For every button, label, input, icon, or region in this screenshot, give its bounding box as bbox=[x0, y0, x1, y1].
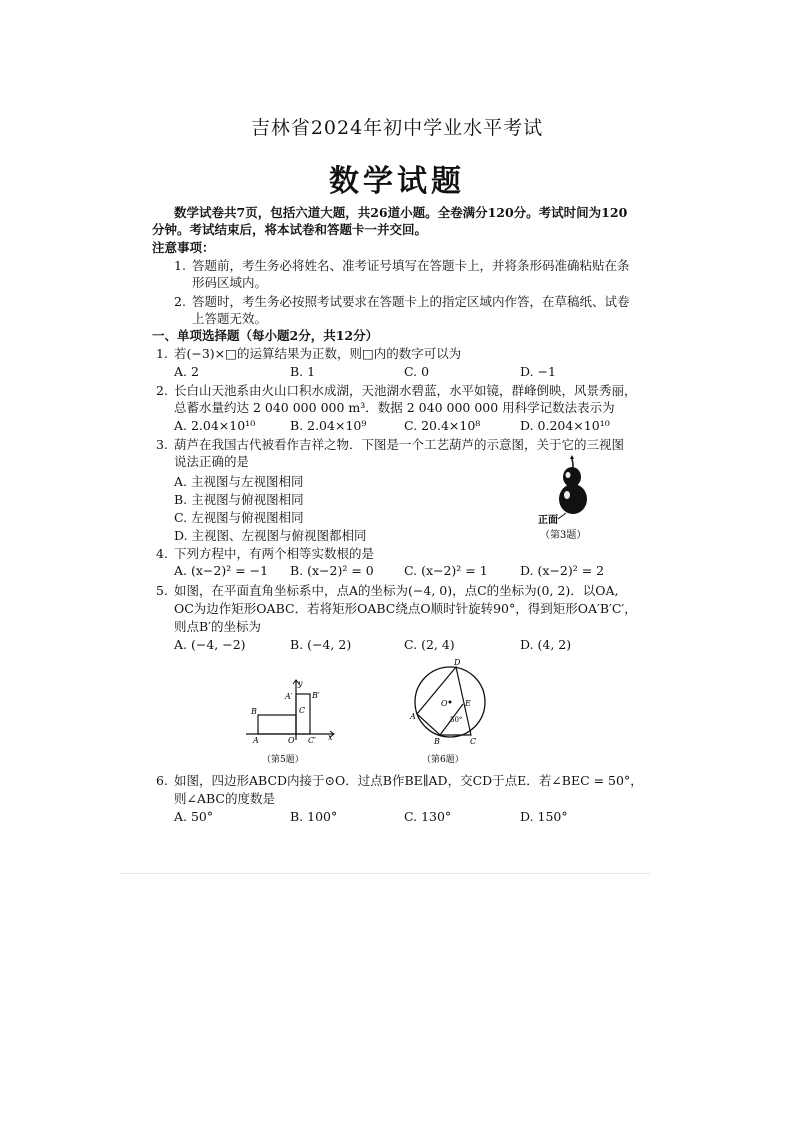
note-number: 2. bbox=[174, 294, 186, 309]
point-a-label: A bbox=[410, 712, 416, 721]
q2-option-a: A. 2.04×10¹⁰ bbox=[174, 418, 256, 433]
question-2-line-1: 长白山天池系由火山口积水成湖，天池湖水碧蓝，水平如镜，群峰倒映，风景秀丽， bbox=[174, 383, 637, 398]
center-o-label: O bbox=[441, 699, 448, 708]
q2-option-b: B. 2.04×10⁹ bbox=[290, 418, 367, 433]
q5-option-b: B. (−4, 2) bbox=[290, 637, 352, 652]
q2-option-c: C. 20.4×10⁸ bbox=[404, 418, 481, 433]
q6-option-d: D. 150° bbox=[520, 809, 568, 824]
question-3-line-2: 说法正确的是 bbox=[174, 454, 250, 469]
q2-option-d: D. 0.204×10¹⁰ bbox=[520, 418, 610, 433]
question-1-text: 若(−3)×□的运算结果为正数，则□内的数字可以为 bbox=[174, 346, 462, 361]
q5-option-a: A. (−4, −2) bbox=[174, 637, 246, 652]
question-number: 3. bbox=[156, 437, 168, 452]
question-number: 6. bbox=[156, 773, 168, 788]
origin-label: O bbox=[288, 736, 295, 745]
x-axis-label: x bbox=[328, 733, 333, 742]
point-c-prime-label: C′ bbox=[308, 736, 316, 745]
q5-option-d: D. (4, 2) bbox=[520, 637, 572, 652]
question-6-line-2: 则∠ABC的度数是 bbox=[174, 791, 275, 806]
subject-title: 数学试题 bbox=[329, 164, 465, 199]
y-axis-label: y bbox=[298, 679, 303, 688]
q5-option-c: C. (2, 4) bbox=[404, 637, 455, 652]
section-heading: 一、单项选择题（每小题2分，共12分） bbox=[152, 328, 379, 343]
q3-option-c: C. 左视图与俯视图相同 bbox=[174, 510, 304, 525]
rectangle-oabc bbox=[258, 715, 296, 734]
q1-option-b: B. 1 bbox=[290, 364, 316, 379]
q4-option-a: A. (x−2)² = −1 bbox=[174, 563, 269, 578]
point-a-label: A bbox=[253, 736, 259, 745]
question-3-line-1: 葫芦在我国古代被看作吉祥之物．下图是一个工艺葫芦的示意图，关于它的三视图 bbox=[174, 437, 625, 452]
q3-figure-caption: （第3题） bbox=[540, 530, 587, 541]
inscribed-quadrilateral-figure bbox=[408, 656, 492, 768]
question-6-line-1: 如图，四边形ABCD内接于⊙O．过点B作BE∥AD，交CD于点E．若∠BEC = 50°， bbox=[174, 773, 643, 788]
notes-header: 注意事项： bbox=[152, 240, 215, 255]
q6-option-b: B. 100° bbox=[290, 809, 338, 824]
intro-line-1: 数学试卷共7页，包括六道大题，共26道小题。全卷满分120分。考试时间为120 bbox=[174, 205, 628, 220]
note-1-line-2: 形码区域内。 bbox=[192, 275, 268, 290]
question-5-line-1: 如图，在平面直角坐标系中，点A的坐标为(−4, 0)，点C的坐标为(0, 2)．以OA, bbox=[174, 583, 619, 598]
note-2-line-1: 答题时，考生务必按照考试要求在答题卡上的指定区域内作答，在草稿纸、试卷 bbox=[192, 294, 630, 309]
q6-option-c: C. 130° bbox=[404, 809, 452, 824]
q5-figure-caption: （第5题） bbox=[262, 755, 304, 765]
point-c-label: C bbox=[299, 706, 306, 715]
gourd-highlight bbox=[566, 472, 571, 478]
q6-option-a: A. 50° bbox=[174, 809, 214, 824]
question-2-line-2: 总蓄水量约达 2 040 000 000 m³．数据 2 040 000 000 用科学记数法表示为 bbox=[174, 400, 615, 415]
q4-option-d: D. (x−2)² = 2 bbox=[520, 563, 605, 578]
q3-option-d: D. 主视图、左视图与俯视图都相同 bbox=[174, 528, 367, 543]
note-1-line-1: 答题前，考生务必将姓名、准考证号填写在答题卡上，并将条形码准确粘贴在条 bbox=[192, 258, 630, 273]
front-arrow bbox=[558, 513, 566, 519]
point-a-prime-label: A′ bbox=[285, 692, 293, 701]
question-number: 1. bbox=[156, 346, 168, 361]
gourd-figure bbox=[528, 455, 608, 541]
front-label: 正面 bbox=[538, 515, 558, 526]
q1-option-d: D. −1 bbox=[520, 364, 556, 379]
q1-option-c: C. 0 bbox=[404, 364, 430, 379]
q4-option-b: B. (x−2)² = 0 bbox=[290, 563, 374, 578]
question-5-line-3: 则点B′的坐标为 bbox=[174, 619, 262, 634]
point-e-label: E bbox=[465, 699, 471, 708]
point-b-label: B bbox=[251, 707, 257, 716]
q3-option-b: B. 主视图与俯视图相同 bbox=[174, 492, 304, 507]
point-b-label: B bbox=[434, 737, 440, 746]
q6-figure-caption: （第6题） bbox=[422, 755, 464, 765]
point-b-prime-label: B′ bbox=[312, 691, 320, 700]
rectangle-rotation-figure bbox=[242, 676, 342, 768]
note-2-line-2: 上答题无效。 bbox=[192, 311, 268, 326]
center-point bbox=[449, 701, 452, 704]
gourd-top-bulb bbox=[563, 467, 581, 487]
question-number: 2. bbox=[156, 383, 168, 398]
question-number: 4. bbox=[156, 546, 168, 561]
point-d-label: D bbox=[454, 658, 461, 667]
q4-option-c: C. (x−2)² = 1 bbox=[404, 563, 488, 578]
exam-title: 吉林省2024年初中学业水平考试 bbox=[250, 117, 544, 139]
note-number: 1. bbox=[174, 258, 186, 273]
angle-label: 50° bbox=[450, 716, 463, 724]
q1-option-a: A. 2 bbox=[174, 364, 199, 379]
question-number: 5. bbox=[156, 583, 168, 598]
gourd-bottom-bulb bbox=[559, 484, 587, 514]
question-5-line-2: OC为边作矩形OABC．若将矩形OABC绕点O顺时针旋转90°，得到矩形OA′B′C′， bbox=[174, 601, 637, 616]
page-divider bbox=[120, 873, 650, 874]
question-4-text: 下列方程中，有两个相等实数根的是 bbox=[174, 546, 375, 561]
gourd-highlight bbox=[564, 491, 570, 499]
intro-line-2: 分钟。考试结束后，将本试卷和答题卡一并交回。 bbox=[152, 222, 428, 237]
q3-option-a: A. 主视图与左视图相同 bbox=[174, 474, 304, 489]
gourd-stem bbox=[570, 455, 574, 459]
point-c-label: C bbox=[470, 737, 477, 746]
